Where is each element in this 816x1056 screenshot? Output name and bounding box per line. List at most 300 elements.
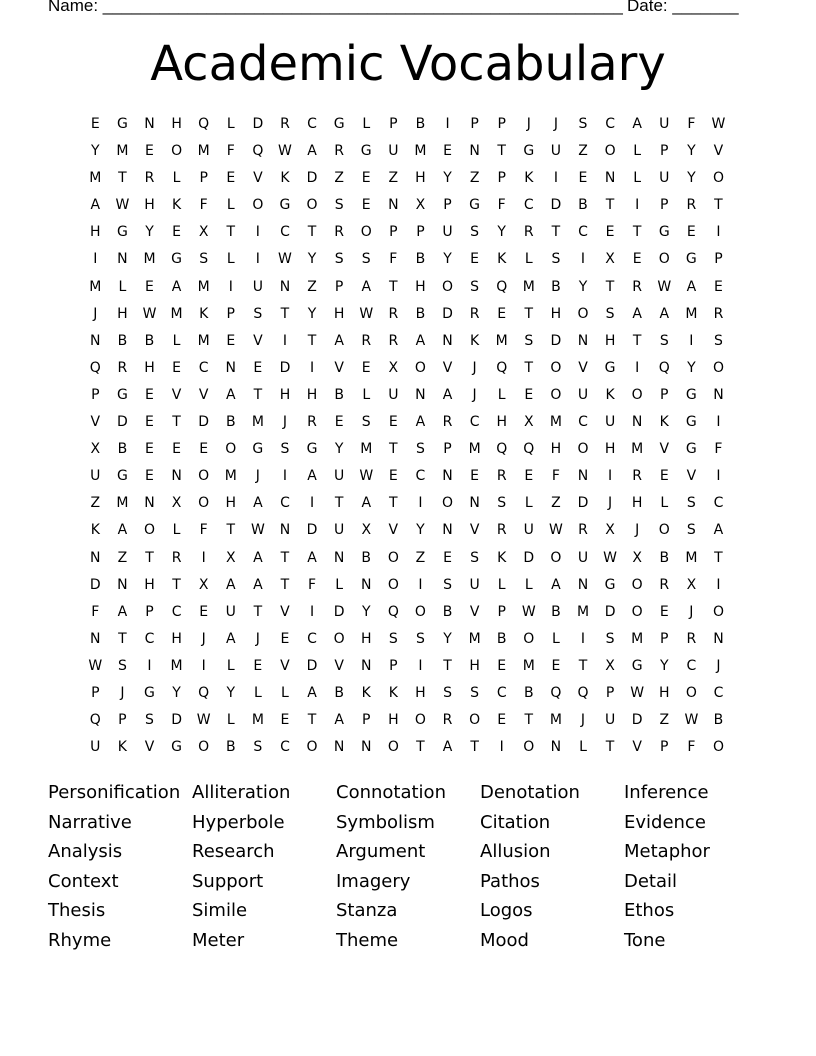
grid-letter[interactable]: H (171, 630, 183, 647)
grid-letter[interactable]: Y (334, 441, 344, 458)
grid-letter[interactable]: J (255, 630, 261, 647)
grid-letter[interactable]: R (713, 305, 724, 322)
grid-letter[interactable]: D (550, 197, 562, 214)
grid-letter[interactable]: P (334, 278, 344, 295)
grid-letter[interactable]: V (578, 359, 589, 376)
grid-letter[interactable]: S (470, 549, 480, 566)
grid-letter[interactable]: N (388, 197, 400, 214)
grid-letter[interactable]: S (415, 630, 426, 647)
grid-letter[interactable]: R (334, 224, 345, 241)
grid-letter[interactable]: H (144, 197, 156, 214)
grid-letter[interactable]: I (716, 414, 722, 431)
grid-letter[interactable]: Y (443, 170, 453, 187)
grid-letter[interactable]: T (497, 143, 507, 160)
grid-letter[interactable]: O (658, 251, 671, 268)
grid-letter[interactable]: O (414, 712, 427, 729)
grid-letter[interactable]: V (253, 332, 264, 349)
grid-letter[interactable]: T (578, 657, 588, 674)
grid-letter[interactable]: S (659, 332, 670, 349)
grid-letter[interactable]: N (279, 278, 291, 295)
grid-letter[interactable]: E (145, 278, 155, 295)
grid-letter[interactable]: H (631, 495, 643, 512)
grid-letter[interactable]: J (689, 603, 694, 620)
grid-letter[interactable]: M (631, 441, 644, 458)
grid-letter[interactable]: P (199, 170, 209, 187)
grid-letter[interactable]: H (90, 224, 102, 241)
grid-letter[interactable]: S (470, 224, 480, 241)
grid-letter[interactable]: T (280, 549, 290, 566)
grid-letter[interactable]: A (632, 305, 643, 322)
grid-letter[interactable]: R (442, 414, 453, 431)
grid-letter[interactable]: A (334, 712, 345, 729)
grid-letter[interactable]: I (689, 332, 694, 349)
grid-letter[interactable]: N (604, 170, 616, 187)
grid-letter[interactable]: R (686, 630, 697, 647)
grid-letter[interactable]: A (171, 278, 182, 295)
grid-letter[interactable]: I (635, 359, 640, 376)
grid-letter[interactable]: T (416, 739, 426, 756)
grid-letter[interactable]: U (604, 414, 616, 431)
grid-letter[interactable]: O (198, 739, 210, 756)
grid-letter[interactable]: T (389, 278, 399, 295)
grid-letter[interactable]: M (89, 170, 102, 187)
grid-letter[interactable]: I (445, 116, 451, 132)
grid-letter[interactable]: Z (307, 278, 318, 295)
grid-letter[interactable]: I (716, 224, 722, 241)
grid-letter[interactable]: Y (307, 251, 317, 268)
grid-letter[interactable]: W (603, 549, 618, 566)
grid-letter[interactable]: V (442, 359, 453, 376)
grid-letter[interactable]: T (524, 359, 534, 376)
grid-letter[interactable]: T (551, 224, 561, 241)
grid-letter[interactable]: P (91, 684, 101, 701)
grid-letter[interactable]: N (469, 143, 481, 160)
grid-letter[interactable]: M (576, 603, 590, 620)
grid-letter[interactable]: U (550, 143, 562, 160)
grid-letter[interactable]: O (306, 197, 319, 214)
grid-letter[interactable]: I (255, 251, 261, 268)
grid-letter[interactable]: O (469, 712, 481, 729)
grid-letter[interactable]: R (442, 712, 453, 729)
grid-letter[interactable]: M (685, 305, 698, 322)
grid-letter[interactable]: Z (117, 549, 128, 566)
grid-letter[interactable]: E (145, 468, 155, 485)
grid-letter[interactable]: Q (577, 684, 589, 701)
grid-letter[interactable]: T (226, 522, 236, 539)
grid-letter[interactable]: E (172, 224, 182, 241)
grid-letter[interactable]: R (659, 576, 670, 593)
grid-letter[interactable]: G (171, 739, 183, 756)
grid-letter[interactable]: N (442, 332, 454, 349)
grid-letter[interactable]: G (252, 441, 264, 458)
grid-letter[interactable]: M (549, 414, 563, 431)
grid-letter[interactable]: E (497, 657, 507, 674)
grid-letter[interactable]: N (144, 116, 156, 132)
grid-letter[interactable]: A (225, 386, 237, 403)
grid-letter[interactable]: F (687, 116, 696, 132)
grid-letter[interactable]: G (658, 224, 671, 241)
grid-letter[interactable]: D (631, 712, 644, 729)
grid-letter[interactable]: K (280, 170, 291, 187)
grid-letter[interactable]: E (199, 441, 209, 458)
grid-letter[interactable]: B (117, 441, 128, 458)
grid-letter[interactable]: U (577, 549, 589, 566)
grid-letter[interactable]: L (226, 657, 236, 674)
grid-letter[interactable]: K (659, 414, 670, 431)
grid-letter[interactable]: E (145, 414, 155, 431)
grid-letter[interactable]: O (577, 441, 589, 458)
grid-letter[interactable]: N (144, 495, 156, 512)
grid-letter[interactable]: S (199, 251, 209, 268)
grid-letter[interactable]: R (686, 197, 697, 214)
grid-letter[interactable]: C (605, 116, 616, 132)
grid-letter[interactable]: P (660, 739, 669, 756)
grid-letter[interactable]: K (497, 251, 507, 268)
grid-letter[interactable]: E (226, 170, 236, 187)
grid-letter[interactable]: A (361, 495, 372, 512)
grid-letter[interactable]: L (226, 197, 236, 214)
grid-letter[interactable]: B (334, 684, 345, 701)
grid-letter[interactable]: O (604, 143, 617, 160)
grid-letter[interactable]: S (334, 197, 345, 214)
grid-letter[interactable]: Y (687, 359, 697, 376)
grid-letter[interactable]: D (306, 657, 318, 674)
grid-letter[interactable]: O (225, 441, 237, 458)
grid-letter[interactable]: D (523, 549, 535, 566)
grid-letter[interactable]: X (605, 657, 616, 674)
grid-letter[interactable]: L (253, 684, 263, 701)
grid-letter[interactable]: O (414, 359, 427, 376)
grid-letter[interactable]: Z (415, 549, 426, 566)
grid-letter[interactable]: S (470, 684, 480, 701)
grid-letter[interactable]: V (659, 441, 670, 458)
grid-letter[interactable]: X (171, 495, 182, 512)
grid-letter[interactable]: T (605, 739, 615, 756)
grid-letter[interactable]: L (524, 495, 534, 512)
grid-letter[interactable]: I (580, 630, 586, 647)
grid-letter[interactable]: G (604, 359, 616, 376)
grid-letter[interactable]: I (309, 603, 315, 620)
grid-letter[interactable]: K (171, 197, 182, 214)
grid-letter[interactable]: U (469, 576, 481, 593)
grid-letter[interactable]: Y (416, 522, 426, 539)
grid-letter[interactable]: O (631, 603, 644, 620)
grid-letter[interactable]: U (577, 386, 589, 403)
grid-letter[interactable]: M (143, 251, 157, 268)
grid-letter[interactable]: P (660, 386, 669, 403)
grid-letter[interactable]: O (171, 143, 183, 160)
grid-letter[interactable]: S (605, 305, 616, 322)
grid-letter[interactable]: M (631, 630, 644, 647)
grid-letter[interactable]: I (418, 576, 423, 593)
grid-letter[interactable]: B (442, 603, 453, 620)
grid-letter[interactable]: G (333, 116, 346, 132)
grid-letter[interactable]: T (632, 224, 642, 241)
grid-letter[interactable]: Y (578, 278, 588, 295)
grid-letter[interactable]: W (359, 305, 374, 322)
grid-letter[interactable]: C (523, 197, 535, 214)
grid-letter[interactable]: B (415, 251, 426, 268)
grid-letter[interactable]: E (605, 224, 615, 241)
grid-letter[interactable]: F (308, 576, 317, 593)
grid-letter[interactable]: C (171, 603, 182, 620)
grid-letter[interactable]: T (389, 441, 399, 458)
grid-letter[interactable]: A (713, 522, 724, 539)
grid-letter[interactable]: Y (172, 684, 182, 701)
grid-letter[interactable]: R (334, 143, 345, 160)
grid-letter[interactable]: P (118, 712, 128, 729)
grid-letter[interactable]: T (280, 576, 290, 593)
grid-letter[interactable]: G (685, 414, 698, 431)
grid-letter[interactable]: L (172, 170, 181, 187)
grid-letter[interactable]: T (443, 657, 453, 674)
grid-letter[interactable]: O (387, 739, 400, 756)
grid-letter[interactable]: P (145, 603, 155, 620)
grid-letter[interactable]: D (442, 305, 454, 322)
grid-letter[interactable]: S (470, 278, 480, 295)
grid-letter[interactable]: O (387, 576, 400, 593)
grid-letter[interactable]: C (280, 224, 291, 241)
grid-letter[interactable]: P (470, 116, 480, 132)
grid-letter[interactable]: L (633, 170, 642, 187)
grid-letter[interactable]: P (714, 251, 724, 268)
grid-letter[interactable]: P (416, 224, 426, 241)
grid-letter[interactable]: N (713, 386, 725, 403)
grid-letter[interactable]: D (252, 116, 264, 132)
grid-letter[interactable]: J (472, 359, 478, 376)
grid-letter[interactable]: S (253, 739, 263, 756)
grid-letter[interactable]: N (550, 739, 562, 756)
grid-letter[interactable]: D (198, 414, 210, 431)
grid-letter[interactable]: D (333, 603, 346, 620)
grid-letter[interactable]: H (306, 386, 318, 403)
grid-letter[interactable]: T (714, 197, 724, 214)
grid-letter[interactable]: H (144, 576, 156, 593)
grid-letter[interactable]: C (280, 739, 291, 756)
grid-letter[interactable]: H (496, 414, 508, 431)
grid-letter[interactable]: B (225, 739, 237, 756)
grid-letter[interactable]: P (660, 197, 669, 214)
grid-letter[interactable]: T (307, 332, 317, 349)
grid-letter[interactable]: V (632, 739, 643, 756)
grid-letter[interactable]: H (604, 441, 616, 458)
grid-letter[interactable]: V (713, 143, 724, 160)
grid-letter[interactable]: M (89, 278, 102, 295)
grid-letter[interactable]: X (90, 441, 101, 458)
grid-letter[interactable]: H (388, 712, 400, 729)
grid-letter[interactable]: N (333, 549, 345, 566)
grid-letter[interactable]: E (388, 468, 399, 485)
grid-letter[interactable]: A (225, 576, 237, 593)
grid-letter[interactable]: E (253, 359, 263, 376)
grid-letter[interactable]: I (93, 251, 98, 268)
grid-letter[interactable]: A (686, 278, 697, 295)
grid-letter[interactable]: H (550, 441, 562, 458)
grid-letter[interactable]: D (306, 170, 318, 187)
grid-letter[interactable]: Y (91, 143, 101, 160)
grid-letter[interactable]: J (635, 522, 640, 539)
grid-letter[interactable]: T (172, 414, 182, 431)
grid-letter[interactable]: E (714, 278, 724, 295)
grid-letter[interactable]: N (90, 549, 102, 566)
grid-letter[interactable]: L (497, 576, 507, 593)
grid-letter[interactable]: X (632, 549, 643, 566)
grid-letter[interactable]: N (469, 495, 481, 512)
grid-letter[interactable]: J (716, 657, 722, 674)
grid-letter[interactable]: O (387, 549, 400, 566)
grid-letter[interactable]: R (523, 224, 535, 241)
grid-letter[interactable]: G (116, 386, 129, 403)
grid-letter[interactable]: S (578, 116, 588, 132)
grid-letter[interactable]: J (255, 468, 261, 485)
grid-letter[interactable]: V (469, 603, 480, 620)
grid-letter[interactable]: J (120, 684, 125, 701)
grid-letter[interactable]: M (685, 549, 698, 566)
grid-letter[interactable]: Q (252, 143, 264, 160)
grid-letter[interactable]: B (415, 305, 426, 322)
grid-letter[interactable]: M (116, 495, 129, 512)
grid-letter[interactable]: C (713, 684, 724, 701)
grid-letter[interactable]: R (578, 522, 589, 539)
grid-letter[interactable]: B (523, 684, 535, 701)
grid-letter[interactable]: P (443, 197, 453, 214)
grid-letter[interactable]: Z (90, 495, 101, 512)
grid-letter[interactable]: G (685, 441, 698, 458)
grid-letter[interactable]: W (278, 251, 293, 268)
grid-letter[interactable]: D (604, 603, 616, 620)
grid-letter[interactable]: Y (145, 224, 155, 241)
grid-letter[interactable]: V (469, 522, 480, 539)
name-field[interactable]: Name: _______________________________________________________ (48, 0, 623, 15)
grid-letter[interactable]: F (389, 251, 398, 268)
grid-letter[interactable]: N (631, 414, 643, 431)
grid-letter[interactable]: Y (307, 305, 317, 322)
grid-letter[interactable]: B (551, 278, 562, 295)
grid-letter[interactable]: V (144, 739, 155, 756)
grid-letter[interactable]: W (142, 305, 157, 322)
grid-letter[interactable]: N (442, 522, 454, 539)
grid-letter[interactable]: A (551, 576, 562, 593)
grid-letter[interactable]: D (117, 414, 129, 431)
grid-letter[interactable]: O (550, 549, 562, 566)
grid-letter[interactable]: P (660, 143, 669, 160)
grid-letter[interactable]: Z (578, 143, 589, 160)
grid-letter[interactable]: T (605, 197, 615, 214)
grid-letter[interactable]: M (468, 441, 482, 458)
grid-letter[interactable]: R (496, 522, 508, 539)
grid-letter[interactable]: Y (361, 603, 372, 620)
grid-letter[interactable]: H (144, 359, 156, 376)
grid-letter[interactable]: I (418, 495, 423, 512)
grid-letter[interactable]: C (307, 116, 318, 132)
grid-letter[interactable]: R (361, 332, 372, 349)
grid-letter[interactable]: X (415, 197, 426, 214)
grid-letter[interactable]: N (360, 657, 372, 674)
grid-letter[interactable]: O (550, 359, 562, 376)
grid-letter[interactable]: S (686, 495, 697, 512)
grid-letter[interactable]: S (145, 712, 155, 729)
grid-letter[interactable]: Q (496, 278, 508, 295)
grid-letter[interactable]: N (171, 468, 183, 485)
grid-letter[interactable]: U (334, 468, 345, 485)
grid-letter[interactable]: U (90, 739, 101, 756)
grid-letter[interactable]: H (333, 305, 345, 322)
grid-letter[interactable]: B (361, 549, 372, 566)
grid-letter[interactable]: S (524, 332, 534, 349)
grid-letter[interactable]: E (280, 630, 290, 647)
grid-letter[interactable]: I (255, 224, 261, 241)
grid-letter[interactable]: Q (387, 603, 400, 620)
grid-letter[interactable]: E (470, 251, 480, 268)
grid-letter[interactable]: F (497, 197, 507, 214)
grid-letter[interactable]: W (115, 197, 130, 214)
grid-letter[interactable]: A (442, 739, 453, 756)
grid-letter[interactable]: C (144, 630, 155, 647)
grid-letter[interactable]: S (551, 251, 561, 268)
grid-letter[interactable]: A (415, 332, 426, 349)
grid-letter[interactable]: R (144, 170, 155, 187)
grid-letter[interactable]: Z (659, 712, 670, 729)
grid-letter[interactable]: I (309, 495, 315, 512)
grid-letter[interactable]: T (280, 305, 290, 322)
grid-letter[interactable]: P (91, 386, 101, 403)
grid-letter[interactable]: W (548, 522, 564, 539)
grid-letter[interactable]: V (334, 657, 345, 674)
grid-letter[interactable]: E (361, 170, 372, 187)
grid-letter[interactable]: W (630, 684, 645, 701)
grid-letter[interactable]: H (225, 495, 237, 512)
grid-letter[interactable]: E (90, 116, 101, 132)
grid-letter[interactable]: E (470, 468, 480, 485)
grid-letter[interactable]: T (605, 278, 615, 295)
grid-letter[interactable]: W (684, 712, 699, 729)
grid-letter[interactable]: G (306, 441, 318, 458)
grid-letter[interactable]: T (145, 549, 155, 566)
grid-letter[interactable]: X (198, 576, 209, 593)
grid-letter[interactable]: O (712, 359, 725, 376)
grid-letter[interactable]: A (307, 549, 318, 566)
grid-letter[interactable]: E (253, 657, 263, 674)
grid-letter[interactable]: E (145, 386, 155, 403)
grid-letter[interactable]: N (90, 630, 102, 647)
grid-letter[interactable]: T (253, 386, 263, 403)
grid-letter[interactable]: O (414, 603, 427, 620)
grid-letter[interactable]: T (307, 712, 317, 729)
grid-letter[interactable]: F (226, 143, 236, 160)
grid-letter[interactable]: O (442, 495, 454, 512)
grid-letter[interactable]: M (116, 143, 129, 160)
grid-letter[interactable]: L (281, 684, 290, 701)
grid-letter[interactable]: V (253, 170, 264, 187)
grid-letter[interactable]: U (604, 712, 616, 729)
grid-letter[interactable]: Y (443, 251, 453, 268)
grid-letter[interactable]: Q (550, 684, 562, 701)
grid-letter[interactable]: Q (89, 359, 102, 376)
grid-letter[interactable]: H (279, 386, 291, 403)
grid-letter[interactable]: R (307, 414, 318, 431)
grid-letter[interactable]: E (388, 414, 399, 431)
grid-letter[interactable]: N (279, 522, 291, 539)
grid-letter[interactable]: B (144, 332, 155, 349)
grid-letter[interactable]: U (523, 522, 535, 539)
grid-letter[interactable]: E (334, 414, 345, 431)
grid-letter[interactable]: D (89, 576, 102, 593)
grid-letter[interactable]: L (497, 386, 507, 403)
grid-letter[interactable]: U (442, 224, 454, 241)
grid-letter[interactable]: W (250, 522, 266, 539)
grid-letter[interactable]: G (523, 143, 535, 160)
grid-letter[interactable]: Z (469, 170, 480, 187)
